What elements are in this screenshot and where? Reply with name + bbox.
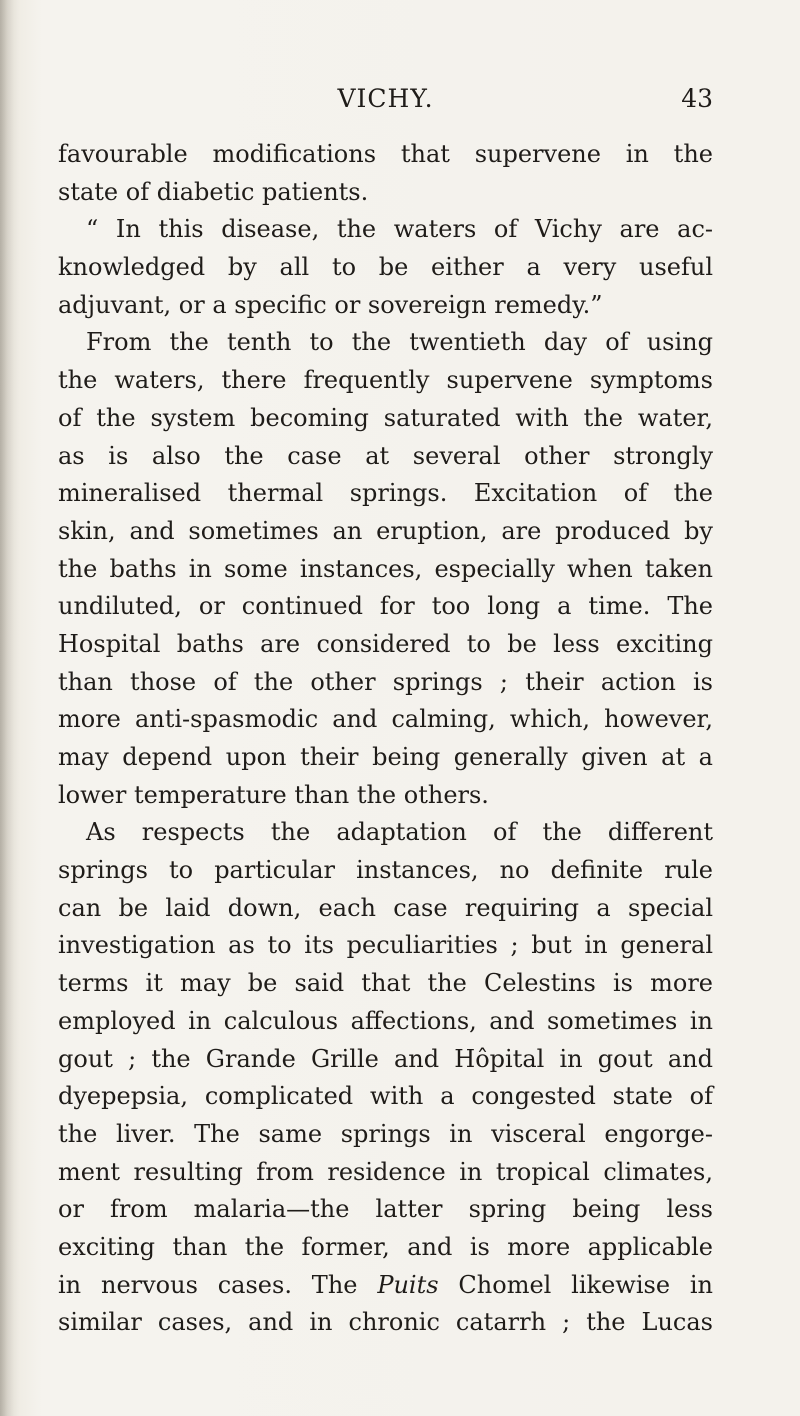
text-line-15: than those of the other springs ; their action is	[58, 667, 713, 696]
text-line-2: state of diabetic patients.	[58, 177, 369, 206]
text-line-18: lower temperature than the others.	[58, 780, 489, 809]
page-number: 43	[681, 84, 713, 113]
body-text	[58, 136, 713, 1342]
text-line-4: knowledged by all to be either a very useful	[58, 253, 713, 282]
text-line-29: or from malaria—the latter spring being less	[58, 1195, 713, 1224]
text-line-28: ment resulting from residence in tropical climates,	[58, 1157, 713, 1186]
text-line-16: more anti-spasmodic and calming, which, however,	[58, 705, 713, 734]
puits-italic-text: Puits	[377, 1270, 439, 1299]
text-line-32: similar cases, and in chronic catarrh ; the Lucas	[58, 1308, 713, 1337]
text-line-25: gout ; the Grande Grille and Hôpital in gout and	[58, 1044, 713, 1073]
text-line-17: may depend upon their being generally given at a	[58, 743, 713, 771]
text-line-27: the liver. The same springs in visceral engorge-	[58, 1119, 713, 1148]
text-line-11: skin, and sometimes an eruption, are produced by	[58, 516, 713, 545]
text-line-31-before: in nervous cases. The	[58, 1270, 378, 1299]
text-line-1: favourable modifications that supervene in the	[58, 140, 713, 168]
text-line-20: springs to particular instances, no definite rule	[58, 856, 713, 885]
text-line-14: Hospital baths are considered to be less exciting	[58, 629, 713, 658]
page-gutter-shadow	[0, 0, 14, 1416]
text-line-9: as is also the case at several other strongly	[58, 441, 713, 470]
text-line-8: of the system becoming saturated with the water,	[58, 403, 713, 432]
text-line-6: From the tenth to the twentieth day of using	[86, 328, 713, 357]
text-line-21: can be laid down, each case requiring a special	[58, 893, 713, 922]
text-line-13: undiluted, or continued for too long a time. The	[58, 592, 713, 621]
text-line-19: As respects the adaptation of the different	[86, 818, 713, 847]
text-line-31	[58, 1267, 713, 1305]
text-line-3: “ In this disease, the waters of Vichy are ac-	[86, 215, 713, 244]
text-line-12: the baths in some instances, especially when taken	[58, 554, 713, 583]
text-line-7: the waters, there frequently supervene symptoms	[58, 366, 713, 395]
text-line-23: terms it may be said that the Celestins is more	[58, 969, 713, 998]
text-line-30: exciting than the former, and is more applicable	[58, 1232, 713, 1261]
page-header	[58, 82, 713, 116]
text-line-10: mineralised thermal springs. Excitation of the	[58, 479, 713, 508]
text-line-26: dyepepsia, complicated with a congested state of	[58, 1082, 713, 1111]
text-line-24: employed in calculous affections, and sometimes in	[58, 1006, 713, 1035]
running-head: VICHY.	[337, 84, 434, 113]
text-line-5: adjuvant, or a specific or sovereign remedy.”	[58, 290, 603, 319]
text-line-22: investigation as to its peculiarities ; but in general	[58, 931, 713, 960]
text-line-31-after: Chomel likewise in	[438, 1270, 713, 1299]
